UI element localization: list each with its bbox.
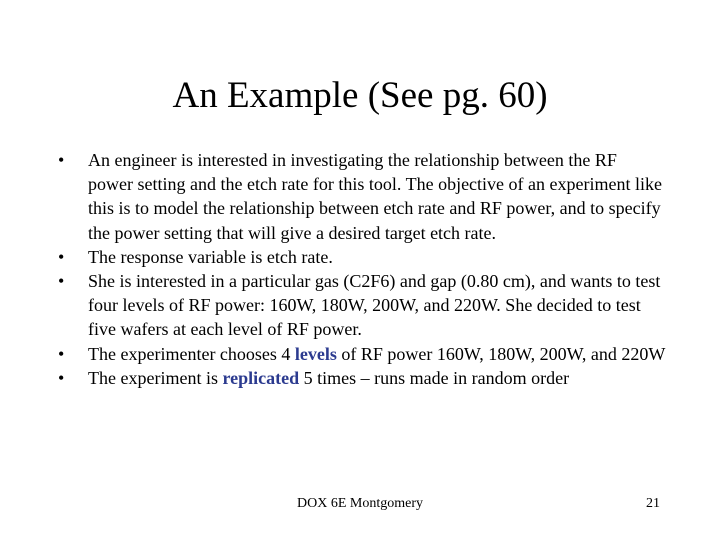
bullet-dot-icon: •: [58, 343, 65, 364]
highlight-term-replicated: replicated: [222, 367, 300, 388]
bullet-dot-icon: •: [58, 246, 65, 267]
footer-source: DOX 6E Montgomery: [297, 496, 423, 511]
bullet-item: [56, 245, 666, 269]
bullet-text: She is interested in a particular gas (C2F6) and gap (0.80 cm), and wants to test four levels of RF power: 160W, 180W, 200W, and 220W. She decided to test five wafers at each level of RF power.: [88, 271, 661, 340]
bullet-text-before: The experiment is: [88, 367, 223, 388]
bullet-dot-icon: •: [58, 271, 65, 292]
bullet-item: [56, 269, 666, 342]
bullet-text-after: of RF power 160W, 180W, 200W, and 220W: [336, 343, 666, 364]
slide-title: An Example (See pg. 60): [172, 75, 548, 116]
bullet-dot-icon: •: [58, 150, 65, 170]
page-number: 21: [646, 496, 660, 511]
bullet-text: The response variable is etch rate.: [88, 246, 333, 267]
bullet-list: [56, 148, 666, 390]
highlight-term-levels: levels: [294, 343, 337, 364]
bullet-item: [56, 342, 666, 366]
bullet-item: [56, 366, 666, 390]
bullet-text: An engineer is interested in investigating the relationship between the RF power setting and the etch rate for this tool. The objective of an experiment like this is to model the relationship between etch rate and RF power, and to specify the power setting that will give a desired target etch rate.: [88, 150, 662, 243]
bullet-item: [56, 148, 666, 245]
bullet-dot-icon: •: [58, 367, 65, 388]
bullet-text-after: 5 times – runs made in random order: [299, 367, 570, 388]
bullet-text-before: The experimenter chooses 4: [88, 343, 295, 364]
